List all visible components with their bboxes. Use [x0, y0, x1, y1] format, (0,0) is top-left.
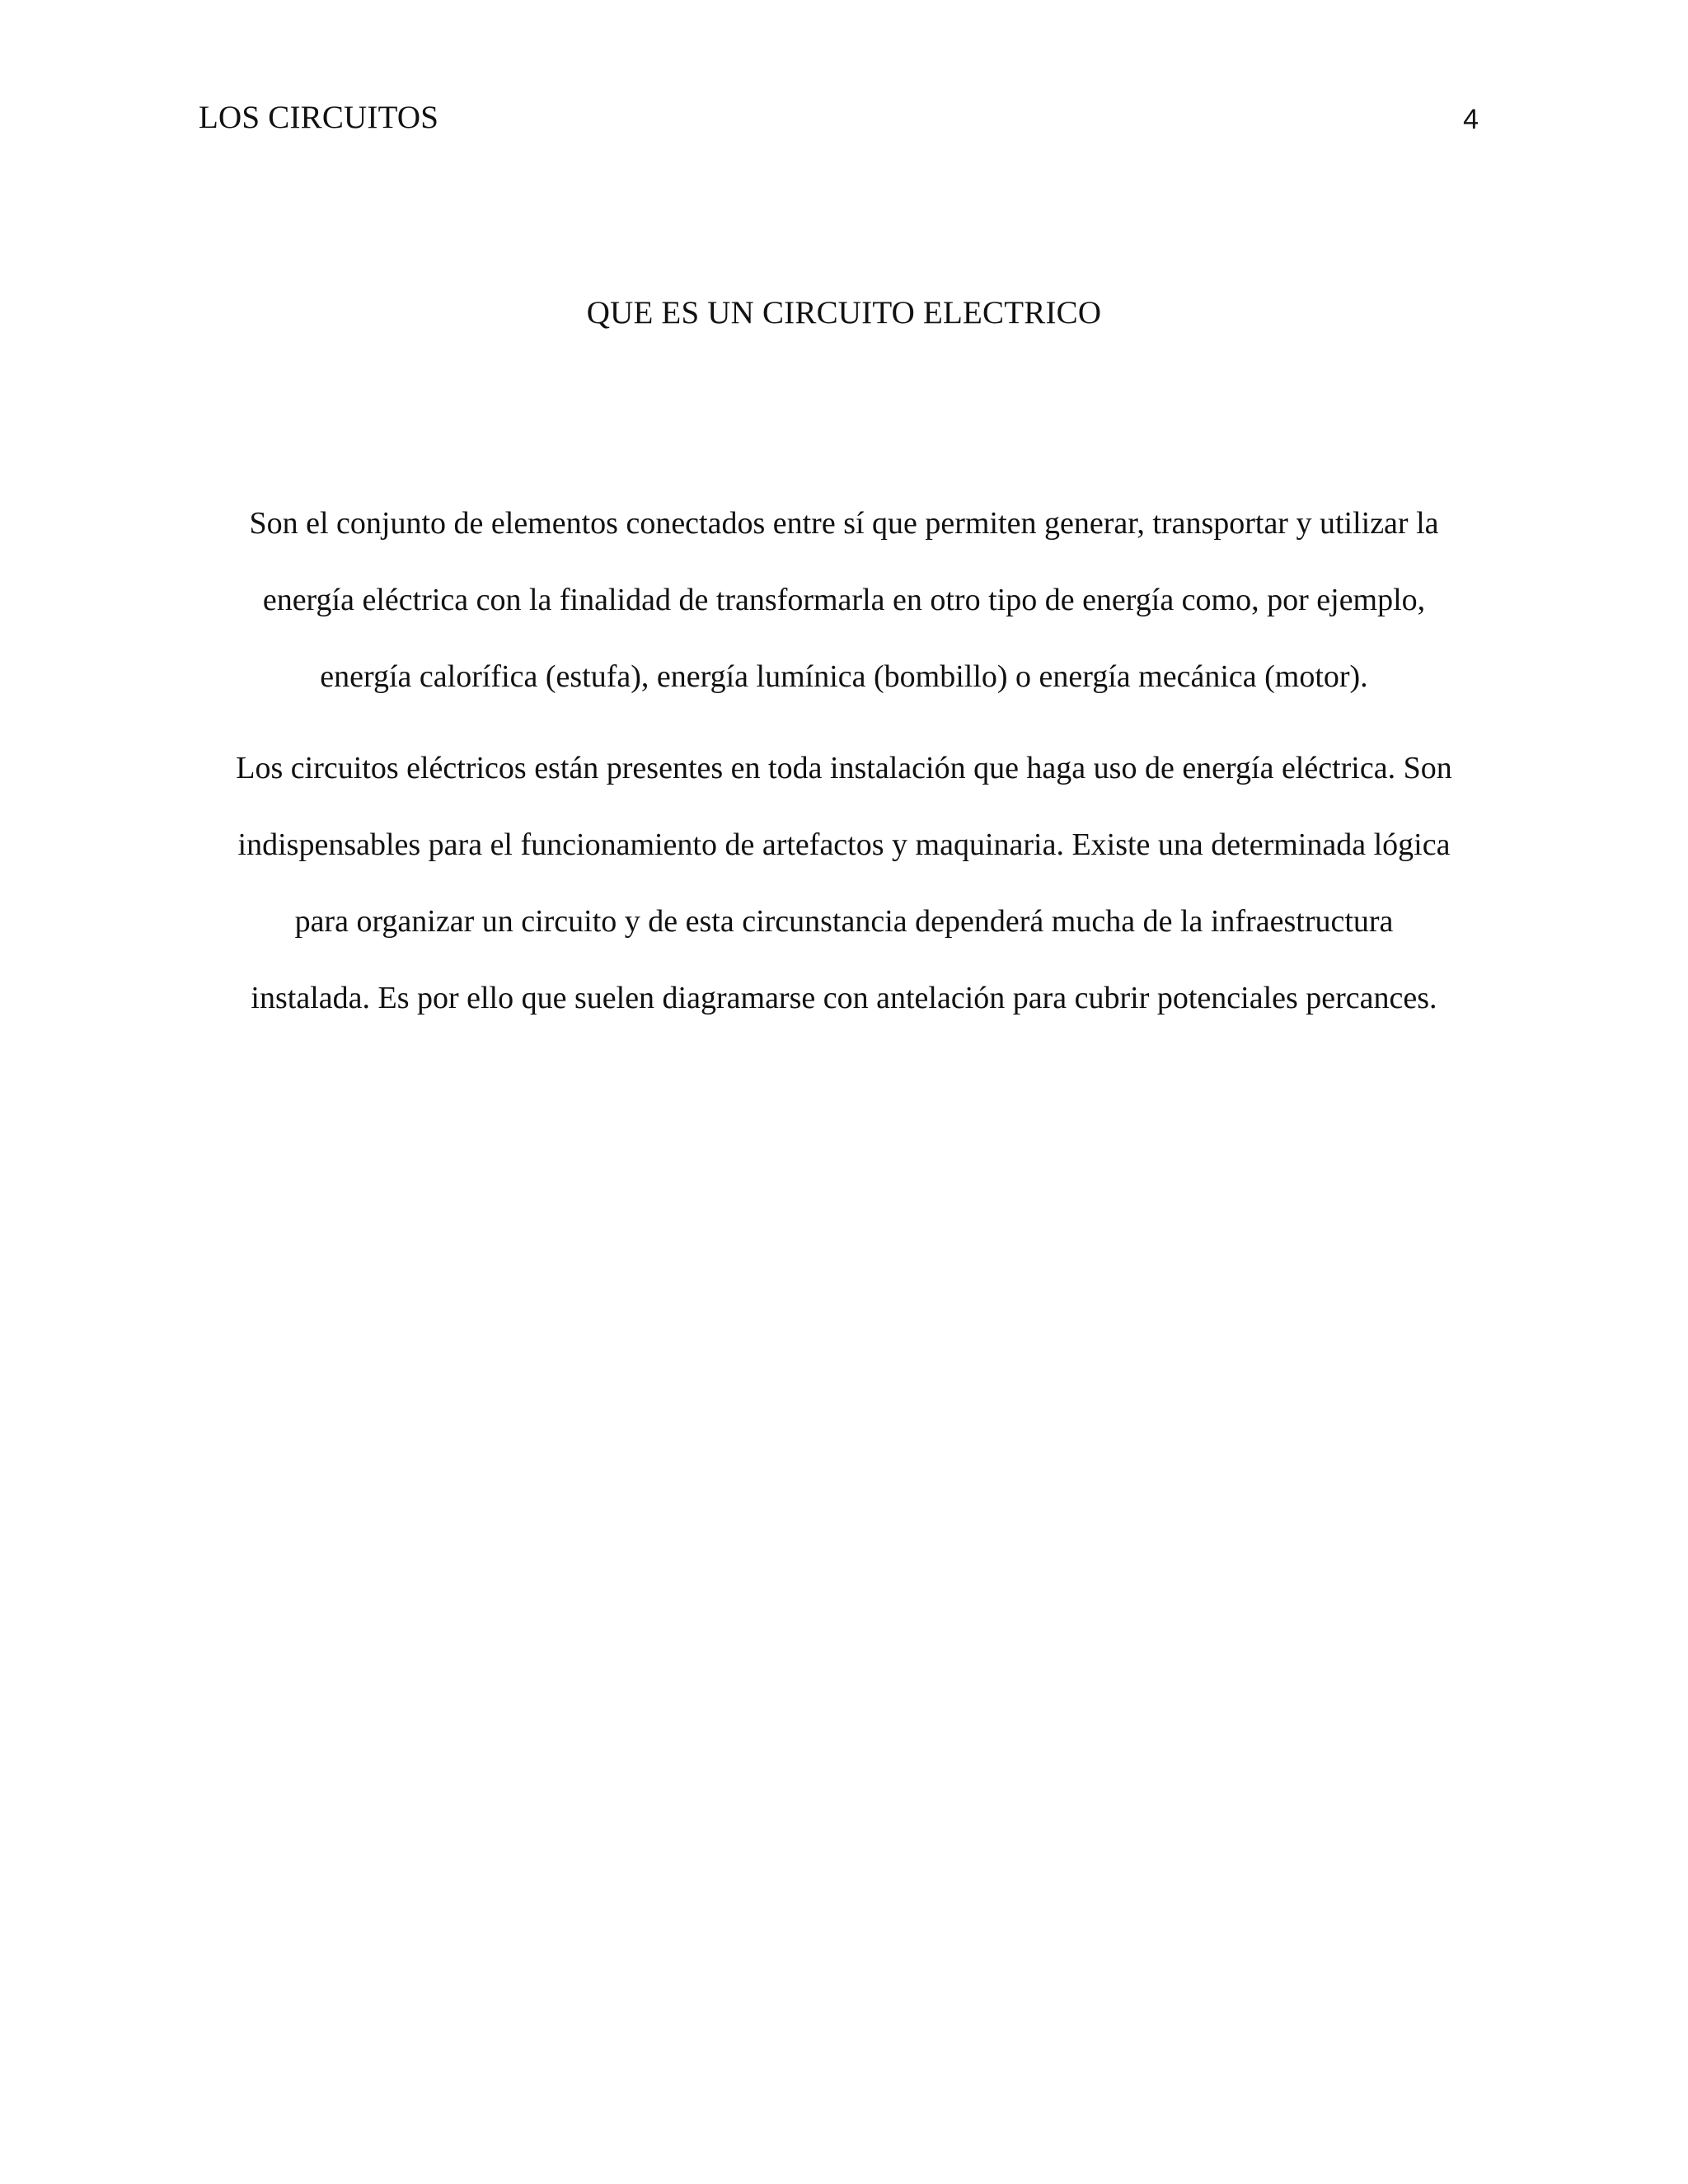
section-title: QUE ES UN CIRCUITO ELECTRICO [586, 295, 1102, 330]
paragraph-1 [198, 485, 1490, 715]
paragraph-2-line-3: para organizar un circuito y de esta circunstancia dependerá mucha de la infraestructura [294, 904, 1394, 939]
page-number: 4 [1463, 104, 1479, 135]
paragraph-1-line-1: Son el conjunto de elementos conectados entre sí que permiten generar, transportar y utilizar la [249, 506, 1439, 541]
paragraph-2 [198, 730, 1490, 1037]
paragraph-2-line-1: Los circuitos eléctricos están presentes en toda instalación que haga uso de energía eléctrica. Son [236, 751, 1452, 785]
paragraph-1-line-2: energía eléctrica con la finalidad de transformarla en otro tipo de energía como, por ejemplo, [262, 583, 1426, 617]
paragraph-2-line-4: instalada. Es por ello que suelen diagramarse con antelación para cubrir potenciales percances. [251, 981, 1437, 1015]
running-head: LOS CIRCUITOS [199, 100, 439, 135]
paragraph-1-line-3: energía calorífica (estufa), energía lumínica (bombillo) o energía mecánica (motor). [320, 659, 1368, 694]
paragraph-2-line-2: indispensables para el funcionamiento de artefactos y maquinaria. Existe una determinada lógica [237, 827, 1451, 862]
